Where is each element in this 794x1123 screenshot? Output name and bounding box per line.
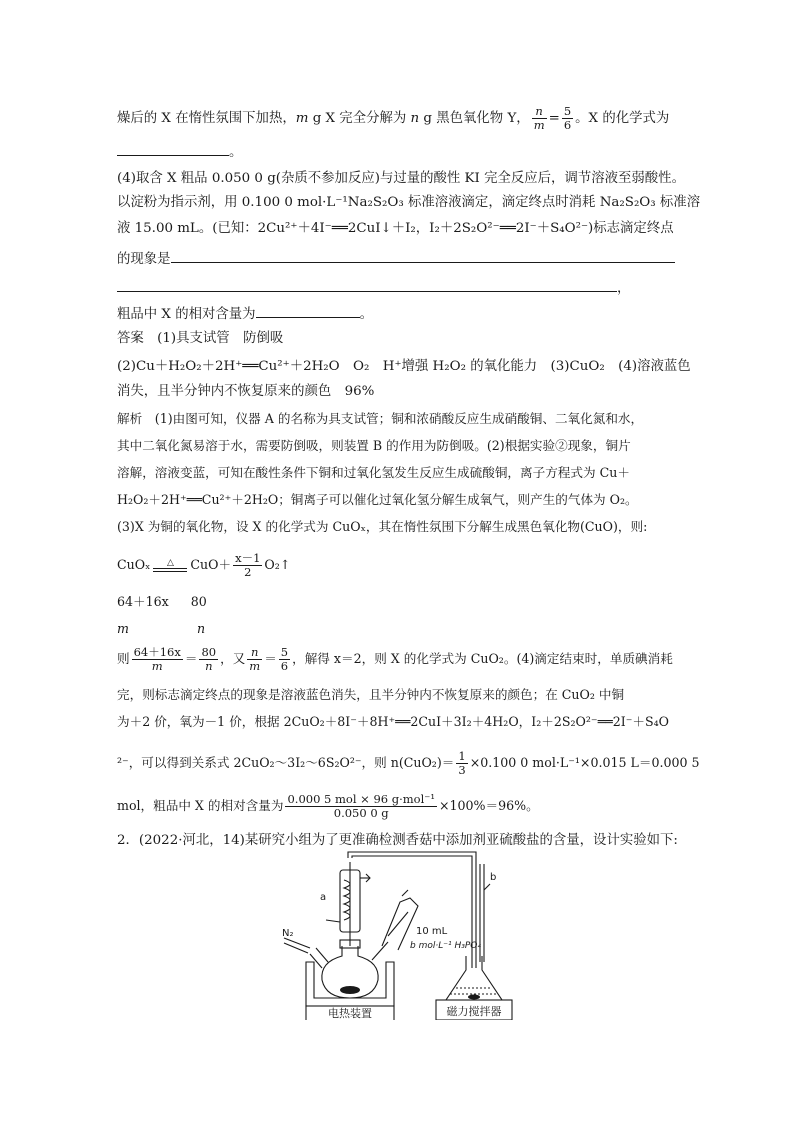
q4-line-1: (4)取含 X 粗品 0.050 0 g(杂质不参加反应)与过量的酸性 KI 完全反应后，调节溶液至弱酸性。 <box>117 171 685 186</box>
value-fraction: $\frac{5}{6}$ <box>563 104 572 132</box>
label-a: a <box>320 892 327 903</box>
label-n2: N₂ <box>282 928 294 939</box>
analysis-line-11: 为＋2 价，氧为－1 价，根据 2CuO₂＋8I⁻＋8H⁺══2CuI＋3I₂＋4H₂O，I₂＋2S₂O²⁻══2I⁻＋S₄O <box>117 714 669 729</box>
analysis-line-3: 溶解，溶液变蓝，可知在酸性条件下铜和过氧化氢发生反应生成硫酸铜，离子方程式为 Cu＋ <box>117 465 630 480</box>
answer-blank[interactable] <box>117 141 229 156</box>
label-stirrer: 磁力搅拌器 <box>446 1005 502 1018</box>
answer-blank[interactable] <box>256 303 360 318</box>
analysis-line-5: (3)X 为铜的氧化物，设 X 的化学式为 CuOₓ，其在惰性氛围下分解生成黑色氧化物(CuO)，则: <box>117 519 648 534</box>
analysis-line-12: ²⁻，可以得到关系式 2CuO₂～3I₂～6S₂O²⁻，则 n(CuO₂)＝ $\frac{1}{3}$ ×0.100 0 mol·L⁻¹×0.015 L＝0.000 5 <box>117 749 700 777</box>
q3-line-1: 燥后的 X 在惰性氛围下加热，m g X 完全分解为 n g 黑色氧化物 Y， $\frac{n}{m}$ = $\frac{5}{6}$ 。X 的化学式为 <box>117 104 670 132</box>
q4-line-6: 粗品中 X 的相对含量为 。 <box>117 303 373 324</box>
answer-line-2: (2)Cu＋H₂O₂＋2H⁺══Cu²⁺＋2H₂O O₂ H⁺增强 H₂O₂ 的氧化能力 (3)CuO₂ (4)溶液蓝色 <box>117 359 691 374</box>
answer-blank[interactable] <box>171 248 675 263</box>
q4-line-3: 液 15.00 mL。(已知：2Cu²⁺＋4I⁻══2CuI↓＋I₂，I₂＋2S₂O²⁻══2I⁻＋S₄O²⁻)标志滴定终点 <box>117 221 674 236</box>
answer-blank[interactable] <box>117 277 617 292</box>
molar-mass-row: 64＋16x 80 <box>117 594 207 609</box>
q4-line-5: ， <box>117 277 630 298</box>
label-concentration: b mol·L⁻¹ H₃PO₄ <box>410 941 481 951</box>
heater <box>306 962 394 1006</box>
analysis-line-4: H₂O₂＋2H⁺══Cu²⁺＋2H₂O；铜离子可以催化过氧化氢分解生成氧气，则产生的气体为 O₂。 <box>117 492 638 507</box>
analysis-line-10: 完，则标志滴定终点的现象是溶液蓝色消失，且半分钟内不恢复原来的颜色；在 CuO₂ 中铜 <box>117 687 625 702</box>
label-volume: 10 mL <box>416 926 448 937</box>
answer-line-1: 答案 (1)具支试管 防倒吸 <box>117 331 284 346</box>
question-2-stem: 2．(2022·河北，14)某研究小组为了更准确检测香菇中添加剂亚硫酸盐的含量，设计实验如下: <box>117 833 678 848</box>
label-heater: 电热装置 <box>328 1007 372 1020</box>
conical-flask <box>446 956 502 1000</box>
q3-answer-blank-line: 。 <box>117 141 242 162</box>
ratio-fraction: $\frac{n}{m}$ <box>533 104 545 132</box>
decomposition-equation: CuOₓ △ CuO＋ $\frac{x-1}{2}$ O₂↑ <box>117 551 291 579</box>
variable-row: m n <box>117 621 206 636</box>
answer-line-3: 消失，且半分钟内不恢复原来的颜色 96% <box>117 384 375 399</box>
apparatus-figure <box>270 850 690 1020</box>
heat-condition: △ <box>153 559 187 572</box>
analysis-line-2: 其中二氧化氮易溶于水，需要防倒吸，则装置 B 的作用为防倒吸。(2)根据实验②现象，铜片 <box>117 438 631 453</box>
analysis-line-9: 则 $\frac{64+16x}{m}$ ＝ $\frac{80}{n}$ ，又 $\frac{n}{m}$ ＝ $\frac{5}{6}$ ，解得 x＝2，则 X 的化学式为 CuO₂。(4)滴定结束时，单质碘消耗 <box>117 645 673 673</box>
q4-line-4: 的现象是 <box>117 248 675 269</box>
label-b: b <box>490 872 497 883</box>
analysis-line-1: 解析 (1)由图可知，仪器 A 的名称为具支试管；铜和浓硝酸反应生成硝酸铜、二氧化氮和水， <box>117 411 644 426</box>
q4-line-2: 以淀粉为指示剂，用 0.100 0 mol·L⁻¹Na₂S₂O₃ 标准溶液滴定，滴定终点时消耗 Na₂S₂O₃ 标准溶 <box>117 195 701 210</box>
analysis-line-13: mol，粗品中 X 的相对含量为 $\frac{\text{0.000 5 mol × 96 g·mol⁻¹}}{0.050 0 g}$ ×100%＝96%。 <box>117 792 539 820</box>
